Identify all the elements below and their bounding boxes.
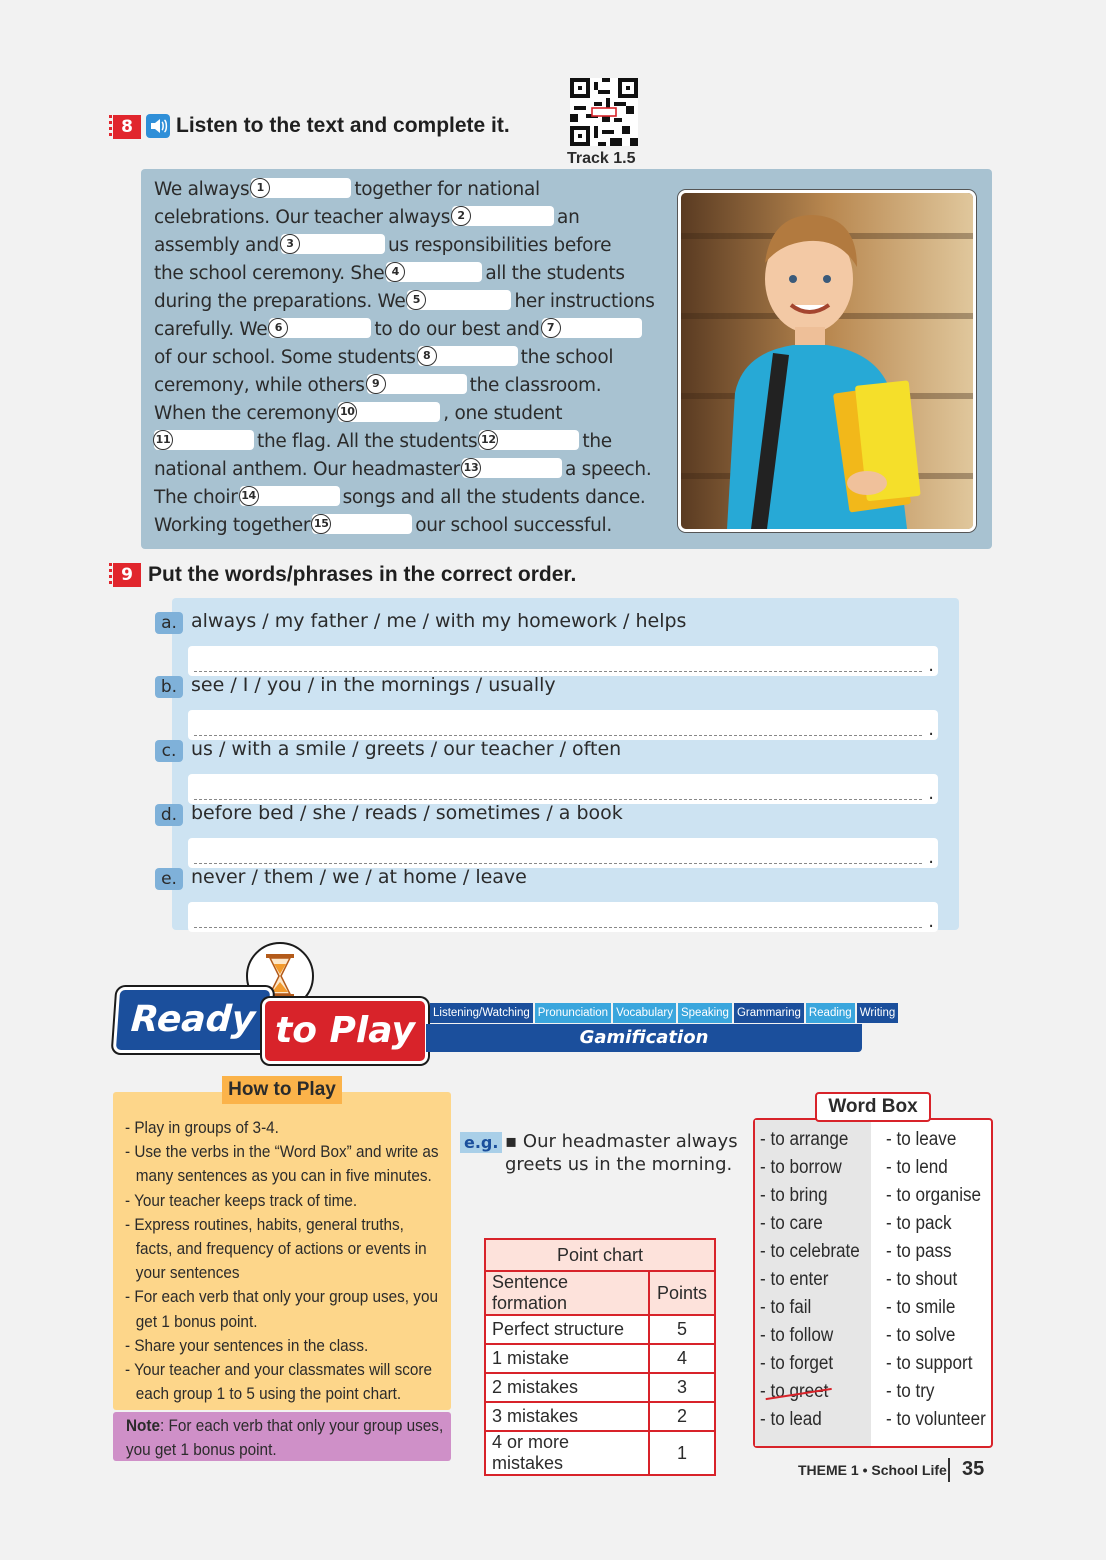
blank-2[interactable]: 2 [452,206,554,226]
word-item: - to pass [886,1241,952,1262]
word-item: - to smile [886,1297,956,1318]
item-letter: c. [155,740,183,762]
point-chart [484,1238,716,1476]
answer-line[interactable]: . [188,646,938,676]
rule-item: - Share your sentences in the class. [125,1335,369,1355]
blank-9[interactable]: 9 [367,374,467,394]
word-item: - to fail [760,1297,812,1318]
skill-tag: Pronunciation [535,1003,611,1023]
skill-tag: Speaking [678,1003,732,1023]
rule-item: - Your teacher and your classmates will score each group 1 to 5 using the point chart. [125,1360,432,1404]
rule-item: - Play in groups of 3-4. [125,1118,279,1137]
note-text: Note: For each verb that only your group uses, you get 1 bonus point. [126,1416,444,1459]
word-item: - to organise [886,1185,982,1206]
page-number: 35 [962,1458,985,1480]
blank-12[interactable]: 12 [479,430,579,450]
item-words: us / with a smile / greets / our teacher / often [191,738,622,760]
rule-item: - For each verb that only your group uses, you get 1 bonus point. [125,1287,438,1331]
skill-tag: Listening/Watching [430,1003,533,1023]
column-header: Points [649,1271,715,1315]
word-item: - to leave [886,1129,957,1150]
table-row: 4 or more mistakes 1 [485,1431,715,1475]
answer-line[interactable]: . [188,774,938,804]
word-item: - to pack [886,1213,952,1234]
item-letter: a. [155,612,183,634]
exercise-9-title: Put the words/phrases in the correct order. [148,563,577,586]
rules-list [125,1116,440,1406]
answer-line[interactable]: . [188,902,938,932]
speaker-icon[interactable] [146,114,170,138]
word-item: - to try [886,1381,935,1402]
student-photo [678,190,976,532]
word-item: - to volunteer [886,1409,986,1430]
blank-14[interactable]: 14 [240,486,340,506]
item-words: always / my father / me / with my homework / helps [191,610,687,632]
list-item [155,738,945,804]
point-chart-title: Point chart [485,1239,715,1271]
exercise-9-number: 9 [113,563,141,587]
word-item-crossed: - to greet [760,1381,829,1402]
exercise-8-number: 8 [113,115,141,139]
how-to-play-title: How to Play [222,1076,342,1104]
blank-4[interactable]: 4 [386,262,482,282]
rule-item: - Use the verbs in the “Word Box” and write as many sentences as you can in five minutes. [125,1142,439,1186]
word-box-left-column [760,1126,860,1434]
rule-item: - Your teacher keeps track of time. [125,1190,358,1210]
word-item: - to borrow [760,1157,842,1178]
blank-7[interactable]: 7 [542,318,642,338]
skill-tag: Writing [857,1003,899,1023]
answer-line[interactable]: . [188,710,938,740]
example-label: e.g. [460,1132,502,1153]
footer-theme: THEME 1 • School Life [798,1462,947,1478]
skill-tag: Vocabulary [613,1003,676,1023]
rule-item: - Express routines, habits, general truths, facts, and frequency of actions or events in your sentences [125,1214,427,1283]
word-item: - to follow [760,1325,834,1346]
item-letter: e. [155,868,183,890]
word-item: - to arrange [760,1129,849,1150]
table-row: 3 mistakes 2 [485,1402,715,1431]
column-header: Sentence formation [485,1271,649,1315]
blank-6[interactable]: 6 [269,318,371,338]
table-row: 1 mistake 4 [485,1344,715,1373]
list-item [155,866,945,932]
item-letter: b. [155,676,183,698]
list-item [155,674,945,740]
track-label: Track 1.5 [567,150,636,167]
blank-1[interactable]: 1 [251,178,351,198]
blank-10[interactable]: 10 [338,402,440,422]
ready-badge: Ready [113,987,274,1053]
word-item: - to lead [760,1409,822,1430]
footer-divider [948,1458,950,1482]
to-play-badge: to Play [262,998,428,1064]
blank-8[interactable]: 8 [418,346,518,366]
exercise-8-text: We always 1 together for national celebrations. Our teacher always 2 an assembly and 3 us responsibilities before the school ceremony. She 4 all the students during the preparations. We 5 her instructions carefully. We 6 to do our best and 7 of our school. Some students 8 the school ceremony, while others 9 the classroom. When the ceremony 10 , one student 11 the flag. All the students 12 the national anthem. Our headmaster 13 a speech. The choir 14 songs and all the students dance. Working together 15 our school successful. [154,179,655,536]
skills-bar [430,1003,898,1023]
word-item: - to shout [886,1269,958,1290]
list-item [155,802,945,868]
table-row: 2 mistakes 3 [485,1373,715,1402]
blank-15[interactable]: 15 [312,514,412,534]
item-words: see / I / you / in the mornings / usually [191,674,556,696]
blank-5[interactable]: 5 [407,290,511,310]
skill-tag: Grammaring [734,1003,804,1023]
word-item: - to lend [886,1157,948,1178]
blank-3[interactable]: 3 [281,234,385,254]
blank-13[interactable]: 13 [462,458,562,478]
word-item: - to celebrate [760,1241,860,1262]
item-words: before bed / she / reads / sometimes / a book [191,802,623,824]
table-row: Perfect structure 5 [485,1315,715,1344]
word-item: - to enter [760,1269,829,1290]
exercise-8-title: Listen to the text and complete it. [176,114,510,137]
word-item: - to care [760,1213,823,1234]
item-letter: d. [155,804,183,826]
word-box-title: Word Box [815,1092,931,1122]
word-box-right-column [886,1126,986,1434]
list-item [155,610,945,676]
example-text: ▪ Our headmaster always greets us in the morning. [505,1131,738,1175]
answer-line[interactable]: . [188,838,938,868]
word-item: - to bring [760,1185,828,1206]
word-item: - to support [886,1353,973,1374]
item-words: never / them / we / at home / leave [191,866,527,888]
skill-tag: Reading [806,1003,855,1023]
qr-code-icon[interactable] [570,78,638,146]
gamification-bar: Gamification [426,1024,862,1052]
word-item: - to solve [886,1325,956,1346]
word-item: - to forget [760,1353,834,1374]
blank-11[interactable]: 11 [154,430,254,450]
